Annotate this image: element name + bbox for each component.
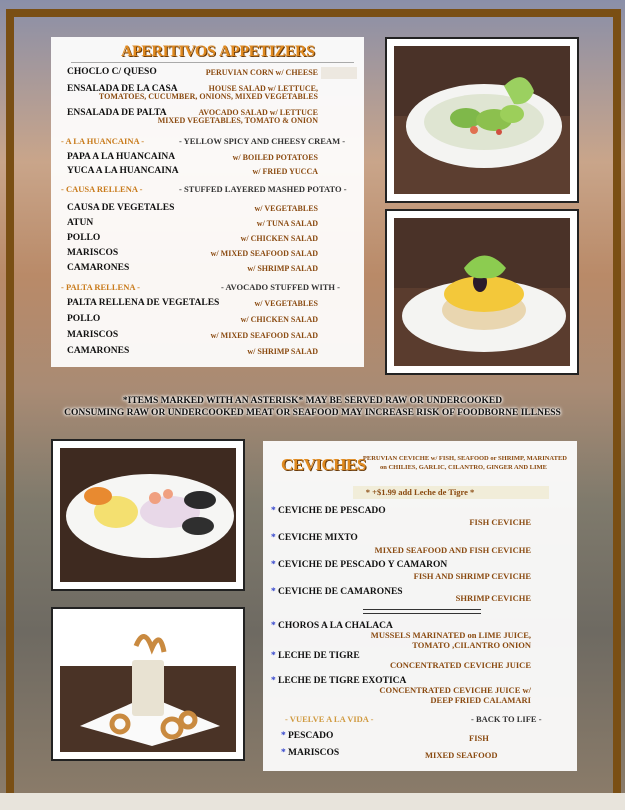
menu-item: * CHOROS A LA CHALACA MUSSELS MARINATED on LIME JUICE, TOMATO ,CILANTRO ONION (271, 621, 531, 650)
menu-item: POLLO w/ CHICKEN SALAD (67, 233, 318, 243)
item-name: CHOCLO C/ QUESO (67, 67, 157, 77)
menu-item: CAMARONES w/ SHRIMP SALAD (67, 346, 318, 356)
menu-item (51, 84, 364, 106)
causa-rellena-photo (385, 209, 579, 375)
menu-item: YUCA A LA HUANCAINA w/ FRIED YUCCA (67, 166, 318, 176)
appetizers-title-en: APPETIZERS (219, 43, 315, 60)
menu-item: PAPA A LA HUANCAINA w/ BOILED POTATOES (67, 152, 318, 162)
menu-item: CAMARONES w/ SHRIMP SALAD (67, 263, 318, 273)
causa-plate-image (394, 218, 570, 366)
ceviche-photo (51, 439, 245, 591)
item-desc-2: MIXED VEGETABLES, TOMATO & ONION (157, 116, 318, 125)
menu-item: * PESCADO FISH (281, 731, 489, 743)
appetizers-title-es: APERITIVOS (121, 43, 216, 60)
ceviches-title: CEVICHES (281, 455, 366, 474)
ceviche-plate-image (60, 448, 236, 582)
menu-item: PALTA RELLENA DE VEGETALES w/ VEGETABLES (67, 298, 318, 308)
appetizers-panel: APERITIVOS APPETIZERS CHOCLO C/ QUESO PERUVIAN CORN w/ CHEESE ENSALADA DE LA CASA HOUSE SALAD w/ LETTUCE, TOMATOES, CUCUMBER, ONIONS, MIXED VEGETABLES ENSALADA DE PALTA AVOCADO SALAD w/ LETTUCE MIXED VEGETABLES, TOMATO & ONION - A LA HUANCAINA - - YELLOW SPICY AND CHEESY CREAM - PAPA A LA HUANCAINA w/ BOILED POTATOES YUCA A LA HUANCAINA w/ FRIED YUCCA - CAUSA RELLENA - - STUFFED LAYERED MASHED POTATO - CAUSA DE VEGETALES w/ VEGETABLES ATUN w/ TUNA SALAD POLLO w/ CHICKEN SALAD MARISCOS w/ MIXED SEAFOOD SALAD CAMARONES w/ SHRIMP SALAD - PALTA RELLENA - - AVOCADO STUFFED WITH - PALTA RELLENA DE VEGETALES w/ VEGETABLES POLLO w/ CHICKEN SALAD MARISCOS w/ MIXED SEAFOOD SALAD CAMARONES w/ SHRIMP SALAD (51, 37, 364, 367)
menu-item: * LECHE DE TIGRE EXOTICA CONCENTRATED CEVICHE JUICE w/ DEEP FRIED CALAMARI (271, 676, 531, 705)
item-desc: AVOCADO SALAD w/ LETTUCE (198, 108, 318, 117)
leche-de-tigre-image (60, 616, 236, 752)
menu-item: POLLO w/ CHICKEN SALAD (67, 314, 318, 324)
menu-item: * CEVICHE DE PESCADO FISH CEVICHE (271, 506, 531, 527)
menu-item: * CEVICHE DE PESCADO Y CAMARON FISH AND SHRIMP CEVICHE (271, 560, 531, 581)
avocado-salad-photo (385, 37, 579, 203)
item-desc: HOUSE SALAD w/ LETTUCE, (208, 84, 318, 93)
menu-item: * CEVICHE DE CAMARONES SHRIMP CEVICHE (271, 587, 531, 603)
menu-item: MARISCOS w/ MIXED SEAFOOD SALAD (67, 248, 318, 258)
ceviches-subtitle-2: on CHILIES, GARLIC, CILANTRO, GINGER AND LIME (379, 464, 547, 471)
footer-strip (0, 793, 625, 810)
section-divider (363, 609, 481, 614)
ceviches-subtitle: PERUVIAN CEVICHE w/ FISH, SEAFOOD or SHRIMP, MARINATED (362, 455, 567, 462)
leche-addon-note: * +$1.99 add Leche de Tigre * (365, 487, 475, 497)
item-name: ENSALADA DE LA CASA (67, 84, 178, 94)
title-divider (71, 62, 354, 63)
raw-food-notice-line2: CONSUMING RAW OR UNDERCOOKED MEAT OR SEAFOOD MAY INCREASE RISK OF FOODBORNE ILLNESS (64, 408, 561, 418)
menu-item: ATUN w/ TUNA SALAD (67, 218, 318, 228)
item-desc-2: TOMATOES, CUCUMBER, ONIONS, MIXED VEGETABLES (98, 92, 318, 101)
ceviches-panel: CEVICHES PERUVIAN CEVICHE w/ FISH, SEAFOOD or SHRIMP, MARINATED on CHILIES, GARLIC, CILANTRO, GINGER AND LIME * +$1.99 add Leche de Tigre * * CEVICHE DE PESCADO FISH CEVICHE * CEVICHE MIXTO MIXED SEAFOOD AND FISH CEVICHE * CEVICHE DE PESCADO Y CAMARON FISH AND SHRIMP CEVICHE * CEVICHE DE CAMARONES SHRIMP CEVICHE * CHOROS A LA CHALACA MUSSELS MARINATED on LIME JUICE, TOMATO ,CILANTRO ONION * LECHE DE TIGRE CONCENTRATED CEVICHE JUICE * LECHE DE TIGRE EXOTICA CONCENTRATED CEVICHE JUICE w/ DEEP FRIED CALAMARI - VUELVE A LA VIDA - - BACK TO LIFE - * PESCADO FISH * MARISCOS MIXED SEAFOOD (263, 441, 577, 771)
raw-food-notice-line1: *ITEMS MARKED WITH AN ASTERISK* MAY BE SERVED RAW OR UNDERCOOKED (122, 396, 503, 406)
menu-item: * LECHE DE TIGRE CONCENTRATED CEVICHE JUICE (271, 651, 531, 670)
menu-item: * MARISCOS MIXED SEAFOOD (281, 748, 498, 760)
menu-item: CAUSA DE VEGETALES w/ VEGETABLES (67, 203, 318, 213)
item-desc: PERUVIAN CORN w/ CHEESE (205, 68, 318, 77)
item-name: ENSALADA DE PALTA (67, 108, 167, 118)
leche-de-tigre-photo (51, 607, 245, 761)
salad-plate-image (394, 46, 570, 194)
menu-item: MARISCOS w/ MIXED SEAFOOD SALAD (67, 330, 318, 340)
menu-item (51, 108, 364, 130)
menu-item (51, 67, 364, 81)
menu-item: * CEVICHE MIXTO MIXED SEAFOOD AND FISH CEVICHE (271, 533, 531, 555)
